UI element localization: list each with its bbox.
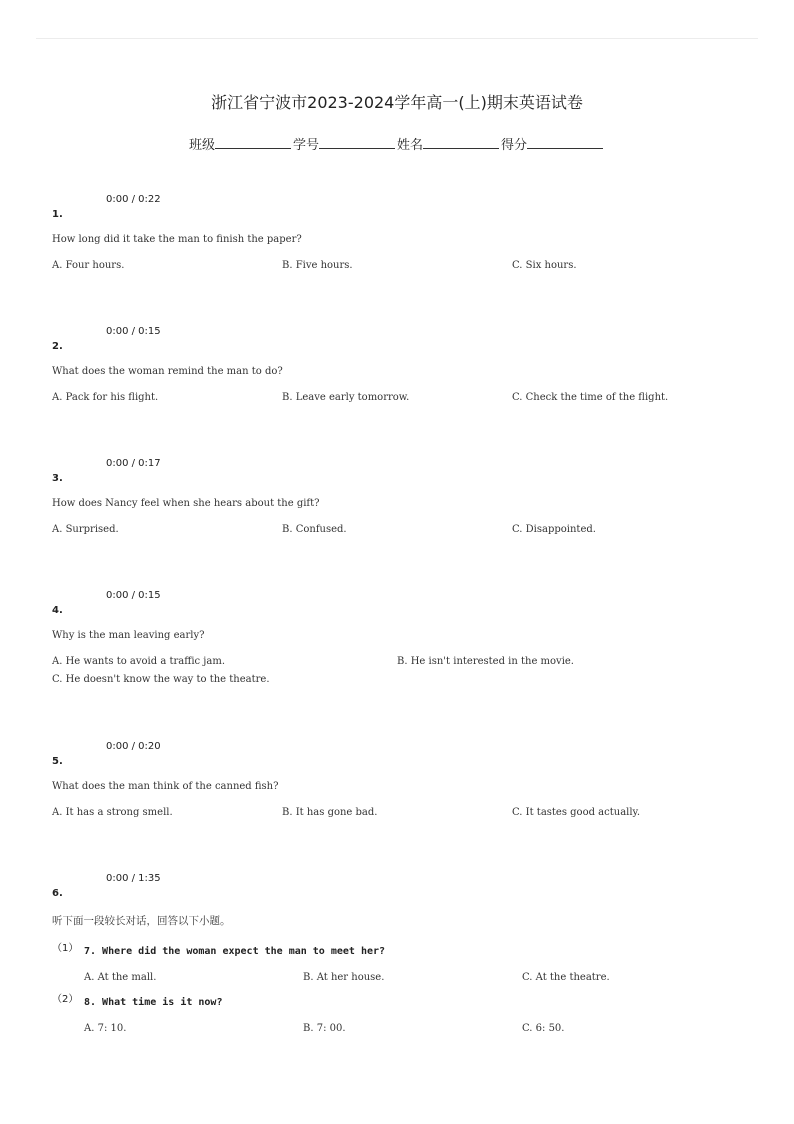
option-b[interactable]: B. It has gone bad. [282,807,378,818]
option-a[interactable]: A. He wants to avoid a traffic jam. [52,656,226,667]
exam-title: 浙江省宁波市2023-2024学年高一(上)期末英语试卷 [211,93,583,112]
question-stem: Why is the man leaving early? [52,630,205,641]
option-a[interactable]: A. Surprised. [52,524,119,535]
question-number: 5. [52,756,63,767]
question-2 [52,326,752,406]
audio-player-time[interactable]: 0:00 / 0:15 [106,590,161,601]
score-label: 得分 [501,138,528,153]
option-c[interactable]: C. He doesn't know the way to the theatre. [52,674,270,685]
class-blank[interactable] [215,135,291,149]
question-4 [52,590,752,690]
option-a[interactable]: A. It has a strong smell. [52,807,173,818]
student-info-line [0,134,794,153]
option-b[interactable]: B. He isn't interested in the movie. [397,656,574,667]
question-stem: What does the woman remind the man to do? [52,366,283,377]
subquestion-stem: 8. What time is it now? [84,997,223,1008]
option-a[interactable]: A. 7: 10. [84,1023,127,1034]
subquestion-marker: （1） [52,943,79,954]
option-a[interactable]: A. Four hours. [52,260,125,271]
subquestion-marker: （2） [52,994,79,1005]
question-number: 3. [52,473,63,484]
student-id-blank[interactable] [319,135,395,149]
option-c[interactable]: C. It tastes good actually. [512,807,641,818]
option-c[interactable]: C. At the theatre. [522,972,610,983]
name-blank[interactable] [423,135,499,149]
question-number: 1. [52,209,63,220]
option-c[interactable]: C. Six hours. [512,260,577,271]
option-b[interactable]: B. Leave early tomorrow. [282,392,410,403]
page-top-rule [36,38,758,39]
option-b[interactable]: B. 7: 00. [303,1023,346,1034]
audio-player-time[interactable]: 0:00 / 0:15 [106,326,161,337]
score-blank[interactable] [527,135,603,149]
question-number: 4. [52,605,63,616]
option-c[interactable]: C. 6: 50. [522,1023,565,1034]
question-1 [52,194,752,274]
question-stem: How does Nancy feel when she hears about the gift? [52,498,320,509]
question-5 [52,741,752,821]
question-3 [52,458,752,538]
option-c[interactable]: C. Check the time of the flight. [512,392,669,403]
question-number: 6. [52,888,63,899]
question-number: 2. [52,341,63,352]
audio-player-time[interactable]: 0:00 / 0:17 [106,458,161,469]
option-b[interactable]: B. Five hours. [282,260,353,271]
subquestion-stem: 7. Where did the woman expect the man to meet her? [84,946,386,957]
audio-player-time[interactable]: 0:00 / 0:20 [106,741,161,752]
question-6 [52,873,752,1043]
question-instruction: 听下面一段较长对话，回答以下小题。 [52,915,231,927]
name-label: 姓名 [397,138,424,153]
option-a[interactable]: A. Pack for his flight. [52,392,159,403]
option-b[interactable]: B. At her house. [303,972,385,983]
audio-player-time[interactable]: 0:00 / 1:35 [106,873,161,884]
question-stem: How long did it take the man to finish the paper? [52,234,302,245]
student-id-label: 学号 [292,138,319,153]
option-a[interactable]: A. At the mall. [84,972,157,983]
class-label: 班级 [188,138,215,153]
audio-player-time[interactable]: 0:00 / 0:22 [106,194,161,205]
option-c[interactable]: C. Disappointed. [512,524,596,535]
question-stem: What does the man think of the canned fish? [52,781,279,792]
option-b[interactable]: B. Confused. [282,524,347,535]
